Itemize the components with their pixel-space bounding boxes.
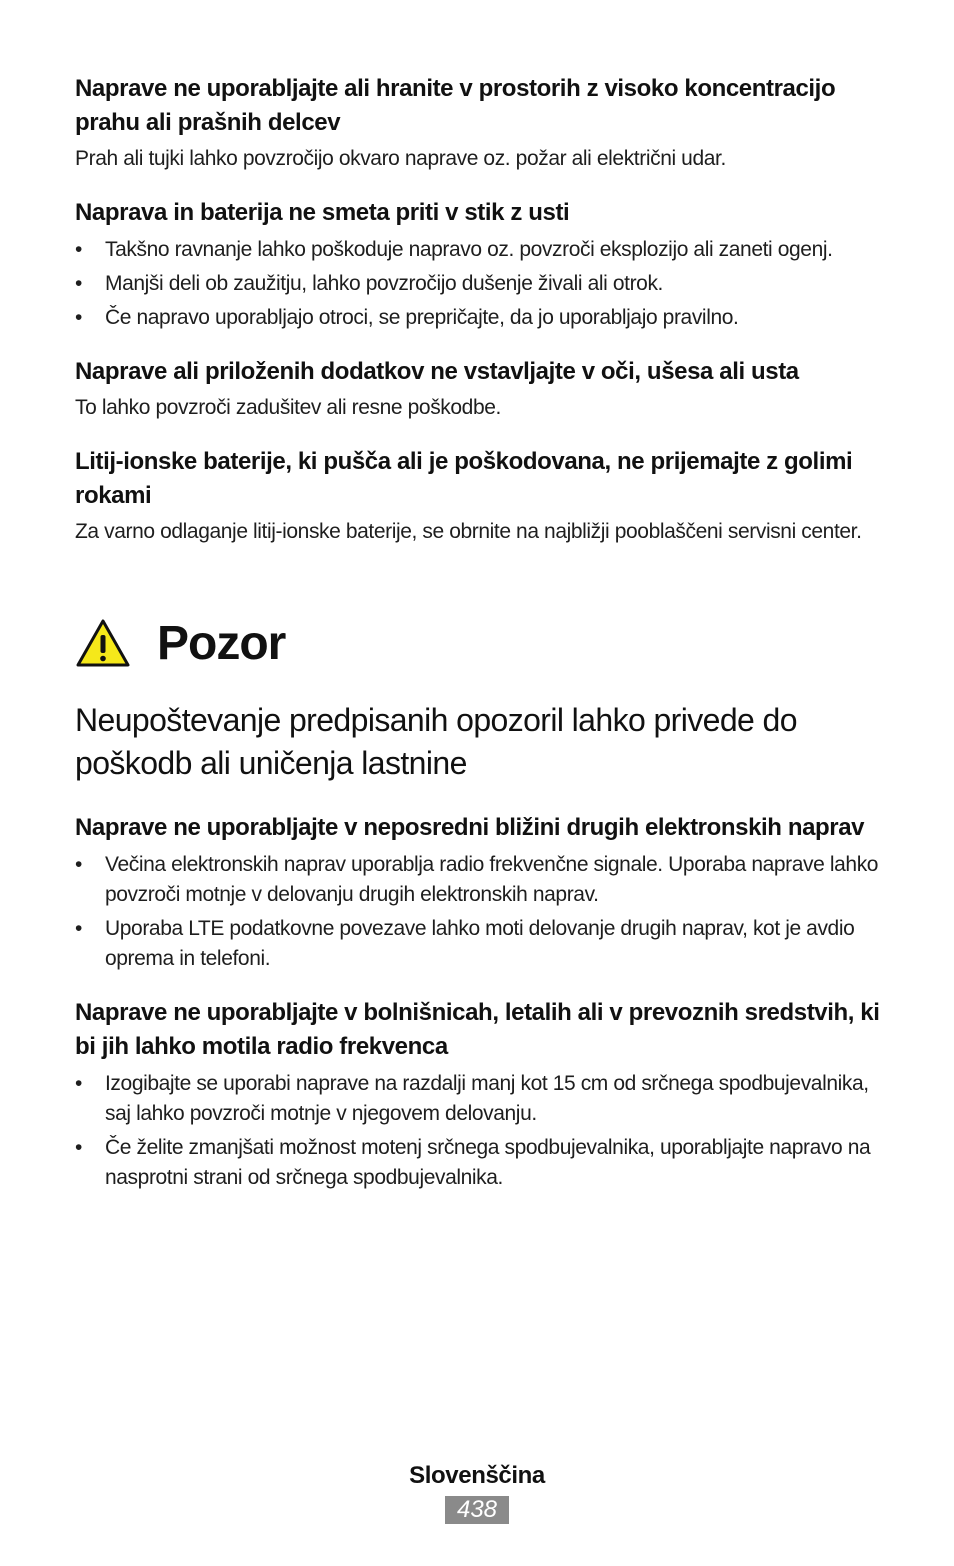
warning-triangle-icon <box>75 618 131 668</box>
section-hospitals <box>75 996 881 1193</box>
list-item: • Takšno ravnanje lahko poškoduje napravo oz. povzroči eksplozijo ali zaneti ogenj. <box>75 235 881 265</box>
bullet-marker: • <box>75 272 82 295</box>
bullet-list <box>75 1069 881 1193</box>
section-text: Prah ali tujki lahko povzročijo okvaro naprave oz. požar ali električni udar. <box>75 147 726 170</box>
page-footer <box>0 1462 954 1524</box>
bullet-marker: • <box>75 853 82 876</box>
list-item: • Manjši deli ob zaužitju, lahko povzročijo dušenje živali ali otrok. <box>75 269 881 299</box>
section-heading: Litij-ionske baterije, ki pušča ali je poškodovana, ne prijemajte z golimi rokami <box>75 448 853 509</box>
section-heading: Naprave ne uporabljajte ali hranite v prostorih z visoko koncentracijo prahu ali prašnih delcev <box>75 75 836 136</box>
section-heading: Naprava in baterija ne smeta priti v stik z usti <box>75 199 570 226</box>
section-heading: Naprave ne uporabljajte v bolnišnicah, letalih ali v prevoznih sredstvih, ki bi jih lahko motila radio frekvenca <box>75 999 880 1060</box>
bullet-marker: • <box>75 917 82 940</box>
section-text: Za varno odlaganje litij-ionske baterije, se obrnite na najbližji pooblaščeni servisni center. <box>75 520 862 543</box>
bullet-marker: • <box>75 238 82 261</box>
bullet-list <box>75 850 881 974</box>
footer-language: Slovenščina <box>409 1462 545 1489</box>
pozor-title: Pozor <box>157 616 286 670</box>
page-number: 438 <box>445 1496 509 1524</box>
section-heading: Naprave ne uporabljajte v neposredni bližini drugih elektronskih naprav <box>75 814 865 841</box>
list-item: • Uporaba LTE podatkovne povezave lahko moti delovanje drugih naprav, kot je avdio oprema in telefoni. <box>75 914 881 974</box>
bullet-marker: • <box>75 1072 82 1095</box>
section-mouth-contact <box>75 196 881 333</box>
list-item: • Večina elektronskih naprav uporablja radio frekvenčne signale. Uporaba naprave lahko povzroči motnje v delovanju drugih elektronskih naprav. <box>75 850 881 910</box>
section-dust <box>75 72 881 174</box>
list-item: • Če želite zmanjšati možnost motenj srčnega spodbujevalnika, uporabljajte napravo na nasprotni strani od srčnega spodbujevalnika. <box>75 1133 881 1193</box>
bullet-marker: • <box>75 306 82 329</box>
section-heading: Naprave ali priloženih dodatkov ne vstavljajte v oči, ušesa ali usta <box>75 358 799 385</box>
section-eyes-ears <box>75 355 881 423</box>
bullet-list <box>75 235 881 333</box>
pozor-subtitle: Neupoštevanje predpisanih opozoril lahko privede do poškodb ali uničenja lastnine <box>75 702 797 781</box>
list-item: • Če napravo uporabljajo otroci, se prepričajte, da jo uporabljajo pravilno. <box>75 303 881 333</box>
pozor-header <box>75 611 881 675</box>
document-body <box>75 72 881 1215</box>
section-electronic-devices <box>75 811 881 974</box>
section-battery-leak <box>75 445 881 547</box>
section-text: To lahko povzroči zadušitev ali resne poškodbe. <box>75 396 501 419</box>
list-item: • Izogibajte se uporabi naprave na razdalji manj kot 15 cm od srčnega spodbujevalnika, saj lahko povzroči motnje v njegovem delovanju. <box>75 1069 881 1129</box>
bullet-marker: • <box>75 1136 82 1159</box>
